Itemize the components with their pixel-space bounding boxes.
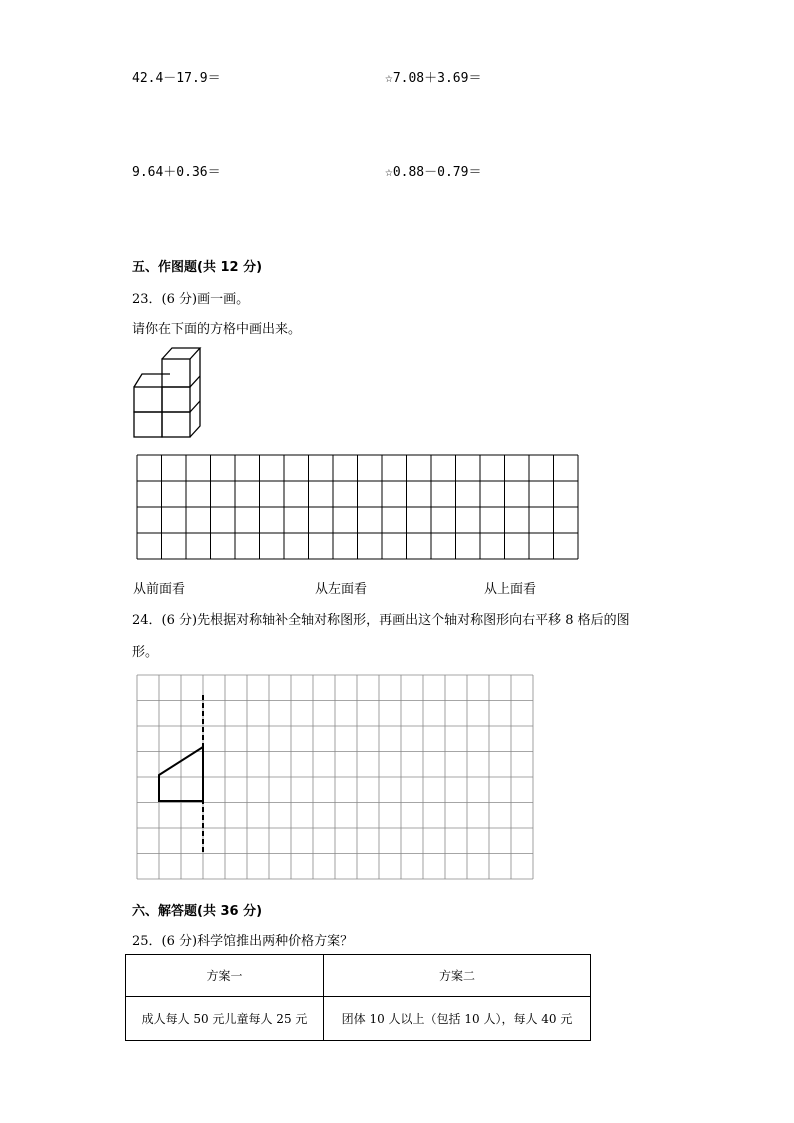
question-title: 24．(6 分)先根据对称轴补全轴对称图形，再画出这个轴对称图形向右平移 8 格后的图: [132, 613, 630, 628]
calc-expression: 9.64＋0.36＝: [132, 165, 221, 180]
question-title: 23．(6 分)画一画。: [132, 292, 250, 307]
calc-expression: ☆7.08＋3.69＝: [385, 71, 482, 86]
cube-stack-figure: [130, 345, 210, 445]
table-cell-plan1: 成人每人 50 元儿童每人 25 元: [126, 997, 324, 1041]
front-view-label: 从前面看: [133, 582, 186, 597]
section-title: 六、解答题(共 36 分): [132, 904, 263, 919]
symmetry-grid: [137, 675, 539, 881]
question-title: 25．(6 分)科学馆推出两种价格方案？: [132, 934, 354, 949]
price-plan-table: [125, 954, 591, 1041]
view-grids: [137, 455, 577, 565]
top-view-label: 从上面看: [484, 582, 537, 597]
calc-expression: 42.4－17.9＝: [132, 71, 221, 86]
table-cell-plan2: 团体 10 人以上（包括 10 人），每人 40 元: [324, 997, 591, 1041]
table-header-plan2: 方案二: [324, 955, 591, 997]
table-header-plan1: 方案一: [126, 955, 324, 997]
question-instruction: 请你在下面的方格中画出来。: [132, 322, 302, 337]
calc-expression: ☆0.88－0.79＝: [385, 165, 482, 180]
question-title-continuation: 形。: [132, 645, 159, 660]
section-title: 五、作图题(共 12 分): [132, 260, 263, 275]
left-view-label: 从左面看: [315, 582, 368, 597]
